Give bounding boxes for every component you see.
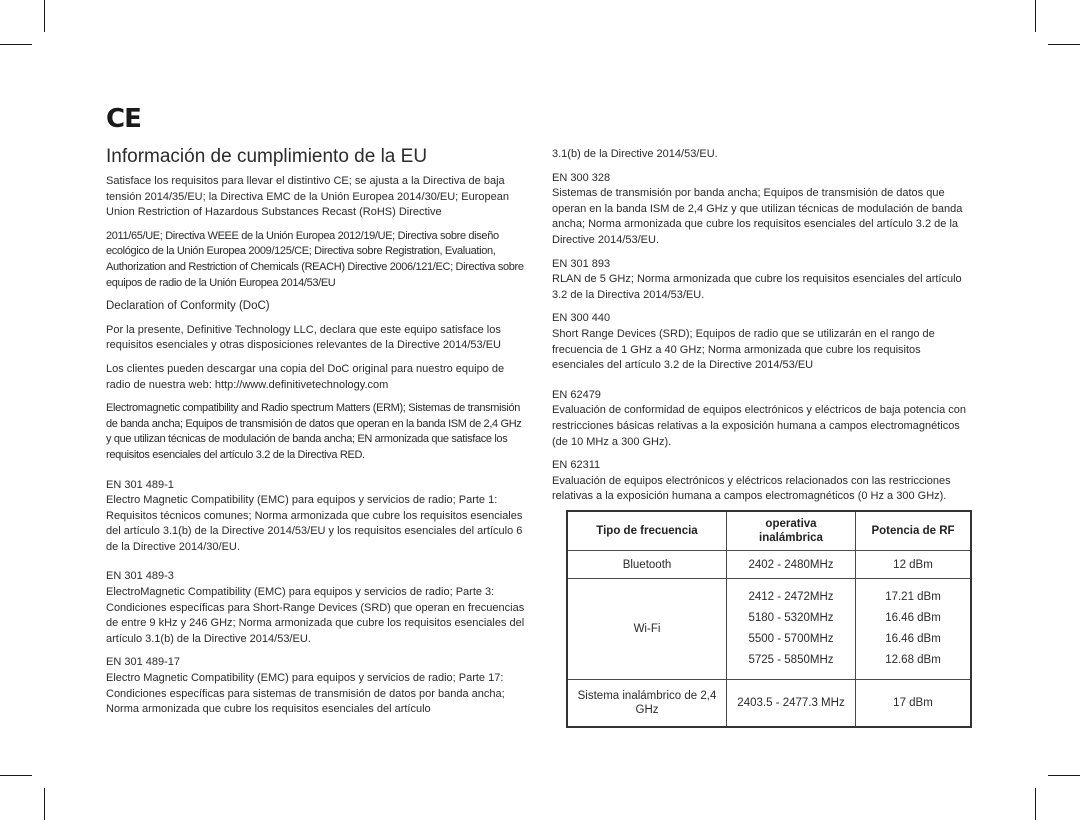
crop-mark-top-left-vertical (44, 0, 45, 32)
table-row-bluetooth (567, 551, 971, 579)
cell-bands (727, 579, 856, 680)
power-value: 17.21 dBm (885, 591, 941, 603)
right-column (552, 147, 972, 513)
band-value: 5500 - 5700MHz (748, 633, 834, 645)
band-value: 2412 - 2472MHz (748, 591, 834, 603)
header-wireless-operation: operativa inalámbrica (727, 511, 856, 551)
header-frequency-type: Tipo de frecuencia (567, 511, 727, 551)
standard-description: Electro Magnetic Compatibility (EMC) para equipos y servicios de radio; Parte 17: Condiciones específicas para sistemas de transmisión de datos por banda ancha; Norma armonizada que cubre los requisitos esenciales del artículo (106, 672, 505, 716)
intro-paragraph-1: Satisface los requisitos para llevar el distintivo CE; se ajusta a la Directiva de baja tensión 2014/35/EU; la Directiva EMC de la Unión Europea 2014/30/EU; European Union Restriction of Hazardous Substances Recast (RoHS) Directive (106, 175, 509, 219)
crop-mark-bottom-right-horizontal (1048, 775, 1080, 776)
standard-code: EN 300 440 (552, 312, 611, 325)
frequency-table (566, 510, 972, 728)
table-row-wifi (567, 579, 971, 680)
crop-mark-top-right-horizontal (1048, 44, 1080, 45)
crop-mark-bottom-right-vertical (1035, 788, 1036, 820)
crop-mark-top-left-horizontal (0, 44, 32, 45)
erm-paragraph: Electromagnetic compatibility and Radio spectrum Matters (ERM); Sistemas de transmisión de banda ancha; Equipos de transmisión de datos que operan en la banda ISM de 2,4 GHz y que utilizan técnicas de modulación de banda ancha; EN armonizada que satisface los requisitos esenciales del artículo 3.2 de la Directiva RED. (106, 402, 522, 461)
crop-mark-bottom-left-horizontal (0, 775, 32, 776)
band-value: 5180 - 5320MHz (748, 612, 834, 624)
ce-mark-logo: CE (106, 104, 141, 134)
standard-description: ElectroMagnetic Compatibility (EMC) para equipos y servicios de radio; Parte 3: Condiciones específicas para Short-Range Devices (SRD) que operan en frecuencias de entre 9 kHz y 246 GHz; Norma armonizada que cubre los requisitos esenciales del artículo 3.1(b) de la Directive 2014/53/EU. (106, 586, 525, 645)
standard-description: Evaluación de conformidad de equipos electrónicos y eléctricos de baja potencia con restricciones básicas relativas a la exposición humana a campos electromagnéticos (de 10 MHz a 300 GHz). (552, 404, 966, 448)
cell-type: Wi-Fi (567, 579, 727, 680)
standard-code: EN 301 893 (552, 257, 611, 270)
standard-description: Short Range Devices (SRD); Equipos de radio que se utilizarán en el rango de frecuencia de 1 GHz a 40 GHz; Norma armonizada que cubre los requisitos esenciales del artículo 3.2 de la Directive 2014/53/EU (552, 327, 935, 372)
cell-type: Bluetooth (567, 551, 727, 579)
standard-en-300-328 (552, 171, 972, 249)
standard-code: EN 301 489-17 (106, 656, 180, 669)
cell-powers (856, 579, 972, 680)
power-value: 16.46 dBm (885, 612, 941, 624)
doc-heading: Declaration of Conformity (DoC) (106, 300, 270, 313)
standard-code: EN 300 328 (552, 171, 611, 184)
standard-code: EN 301 489-1 (106, 478, 174, 491)
cell-power: 17 dBm (856, 680, 972, 728)
doc-paragraph-1: Por la presente, Definitive Technology LLC, declara que este equipo satisface los requisitos esenciales y otras disposiciones relevantes de la Directive 2014/53/EU (106, 323, 501, 352)
cell-band: 2403.5 - 2477.3 MHz (727, 680, 856, 728)
standard-code: EN 62479 (552, 388, 601, 401)
power-value: 16.46 dBm (885, 633, 941, 645)
standard-description: Evaluación de equipos electrónicos y eléctricos relacionados con las restricciones relativas a la exposición humana a campos electromagnéticos (0 Hz a 300 GHz). (552, 474, 951, 503)
standard-en-301-893 (552, 257, 972, 304)
standard-code: EN 62311 (552, 459, 601, 472)
table-header-row (567, 511, 971, 551)
crop-mark-top-right-vertical (1035, 0, 1036, 32)
standard-description: RLAN de 5 GHz; Norma armonizada que cubre los requisitos esenciales del artículo 3.2 de la Directiva 2014/53/EU. (552, 273, 962, 301)
intro-paragraph-2: 2011/65/UE; Directiva WEEE de la Unión Europea 2012/19/UE; Directiva sobre diseño ecológico de la Unión Europea 2009/125/CE; Directiva sobre Registration, Evaluation, Authorization and Restriction of Chemicals (REACH) Directive 2006/121/EC; Directiva sobre equipos de radio de la Unión Europea 2014/53/EU (106, 229, 524, 289)
crop-mark-bottom-left-vertical (44, 788, 45, 820)
band-value: 5725 - 5850MHz (748, 654, 834, 666)
standard-code: EN 301 489-3 (106, 570, 174, 583)
standard-en-300-440 (552, 311, 972, 373)
standard-description: Electro Magnetic Compatibility (EMC) para equipos y servicios de radio; Parte 1: Requisitos técnicos comunes; Norma armonizada que cubre los requisitos esenciales del artículo 3.1(b) de la Directive 2014/53/EU y los requisitos esenciales del artículo 6 de la Directive 2014/30/EU. (106, 494, 523, 553)
standard-en-62311 (552, 458, 972, 505)
standard-description: Sistemas de transmisión por banda ancha; Equipos de transmisión de datos que operan en la banda ISM de 2,4 GHz y que utilizan técnicas de modulación de banda ancha; Norma armonizada que cubre los requisitos esenciales del artículo 3.2 de la Directive 2014/53/EU. (552, 187, 963, 246)
cell-band: 2402 - 2480MHz (727, 551, 856, 579)
cell-type: Sistema inalámbrico de 2,4 GHz (567, 680, 727, 728)
standard-en-301-489-3 (106, 569, 526, 647)
table-row-wireless-system (567, 680, 971, 728)
cell-power: 12 dBm (856, 551, 972, 579)
doc-paragraph-2: Los clientes pueden descargar una copia del DoC original para nuestro equipo de radio de nuestra web: http://www.definitivetechnology.com (106, 362, 505, 391)
standard-en-301-489-1 (106, 478, 526, 556)
header-rf-power: Potencia de RF (856, 511, 972, 551)
standard-en-62479 (552, 388, 972, 450)
standard-en-301-489-17 (106, 655, 526, 717)
page-title: Información de cumplimiento de la EU (106, 146, 428, 167)
power-value: 12.68 dBm (885, 654, 941, 666)
left-column (106, 174, 526, 726)
continuation-text: 3.1(b) de la Directive 2014/53/EU. (552, 148, 718, 160)
